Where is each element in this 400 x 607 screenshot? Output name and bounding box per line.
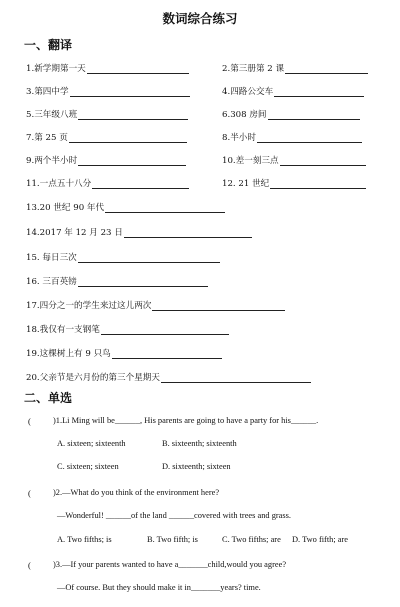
translation-item: 17.四分之一的学生来过这儿两次	[26, 299, 285, 311]
option-c[interactable]: C. sixteen; sixteen	[57, 462, 119, 471]
answer-blank[interactable]	[285, 64, 368, 74]
translation-item: 12. 21 世纪	[222, 177, 366, 189]
answer-blank[interactable]	[78, 156, 186, 166]
translation-item: 9.两个半小时	[26, 154, 186, 166]
translation-item: 7.第 25 页	[26, 131, 187, 143]
question-line: —Of course. But they should make it in_______years? time.	[57, 583, 261, 592]
translation-item: 11.一点五十八分	[26, 177, 189, 189]
answer-blank[interactable]	[92, 179, 189, 189]
translation-item: 5.三年级八班	[26, 108, 188, 120]
answer-blank[interactable]	[78, 110, 188, 120]
translation-item: 8.半小时	[222, 131, 362, 143]
answer-blank[interactable]	[274, 87, 364, 97]
option-d[interactable]: D. sixteenth; sixteen	[162, 462, 231, 471]
page-title: 数词综合练习	[162, 11, 238, 26]
question-stem: )2.—What do you think of the environment here?	[53, 488, 220, 497]
answer-blank[interactable]	[70, 87, 190, 97]
answer-blank[interactable]	[87, 64, 189, 74]
answer-blank[interactable]	[268, 110, 360, 120]
answer-blank[interactable]	[78, 277, 208, 287]
translation-item: 20.父亲节是六月份的第三个星期天	[26, 371, 311, 383]
answer-blank[interactable]	[152, 301, 285, 311]
answer-blank[interactable]	[101, 325, 229, 335]
answer-blank[interactable]	[124, 228, 252, 238]
question-stem: )3.—If your parents wanted to have a_______child,would you agree?	[53, 560, 287, 569]
option-c[interactable]: C. Two fifths; are	[222, 535, 281, 544]
question-line: —Wonderful! ______of the land ______covered with trees and grass.	[57, 511, 291, 520]
translation-item: 14.2017 年 12 月 23 日	[26, 226, 252, 238]
translation-item: 10.差一刻三点	[222, 154, 366, 166]
answer-blank[interactable]	[161, 373, 311, 383]
option-d[interactable]: D. Two fifth; are	[292, 535, 349, 544]
translation-item: 16. 三百英镑	[26, 275, 208, 287]
translation-item: 4.四路公交车	[222, 85, 364, 97]
answer-blank[interactable]	[105, 203, 225, 213]
answer-blank[interactable]	[270, 179, 366, 189]
option-a[interactable]: A. sixteen; sixteenth	[57, 439, 126, 448]
answer-paren[interactable]: (	[28, 488, 31, 498]
translation-item: 18.我仅有一支钢笔	[26, 323, 229, 335]
answer-blank[interactable]	[280, 156, 366, 166]
answer-paren[interactable]: (	[28, 560, 31, 570]
translation-item: 13.20 世纪 90 年代	[26, 201, 225, 213]
section-heading-multiple-choice: 二、单选	[24, 391, 73, 405]
answer-blank[interactable]	[112, 349, 222, 359]
option-b[interactable]: B. Two fifth; is	[147, 535, 198, 544]
option-a[interactable]: A. Two fifths; is	[57, 535, 112, 544]
translation-item: 6.308 房间	[222, 108, 360, 120]
translation-item: 3.第四中学	[26, 85, 190, 97]
translation-item: 2.第三册第 2 课	[222, 62, 368, 74]
translation-item: 15. 每日三次	[26, 251, 220, 263]
translation-item: 19.这棵树上有 9 只鸟	[26, 347, 222, 359]
option-b[interactable]: B. sixteenth; sixteenth	[162, 439, 237, 448]
question-stem: )1.Li Ming will be______, His parents are going to have a party for his______.	[53, 416, 319, 425]
translation-item: 1.新学期第一天	[26, 62, 189, 74]
answer-blank[interactable]	[78, 253, 220, 263]
answer-blank[interactable]	[257, 133, 362, 143]
answer-paren[interactable]: (	[28, 416, 31, 426]
answer-blank[interactable]	[69, 133, 187, 143]
section-heading-translation: 一、翻译	[24, 38, 73, 52]
